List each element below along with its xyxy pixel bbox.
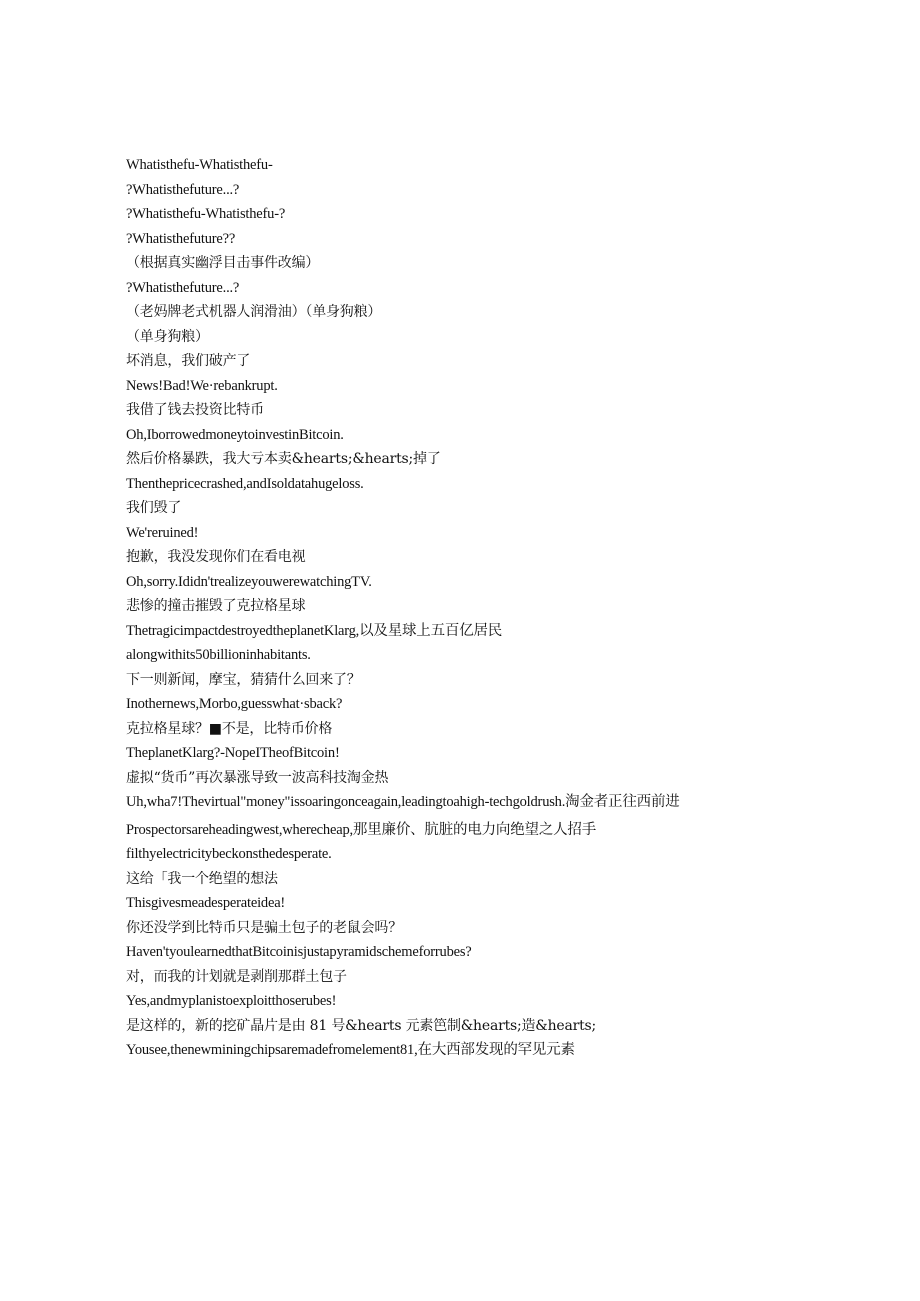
text-line: Prospectorsareheadingwest,wherecheap,那里廉价、肮脏的电力向绝望之人招手 (126, 821, 597, 838)
text-line: 对，而我的计划就是剥削那群土包子 (126, 968, 347, 985)
text-line: 克拉格星球？■不是，比特币价格 (126, 720, 333, 737)
text-line: 我借了钱去投资比特币 (126, 402, 264, 418)
text-line: （老妈牌老式机器人润滑油）（单身狗粮） (126, 304, 382, 320)
text-line: Thenthepricecrashed,andIsoldatahugeloss. (126, 475, 364, 492)
text-line: 然后价格暴跌，我大亏本卖&hearts;&hearts;掉了 (126, 451, 441, 467)
text-line: （根据真实幽浮目击事件改编） (126, 255, 320, 271)
text-line: 你还没学到比特币只是骗土包子的老鼠会吗？ (126, 919, 402, 936)
text-line: alongwithits50billioninhabitants. (126, 647, 311, 663)
text-line: 坏消息，我们破产了 (126, 353, 251, 369)
text-line: Inothernews,Morbo,guesswhat·sback? (126, 696, 343, 712)
text-line: Thisgivesmeadesperateidea! (126, 895, 286, 911)
text-line: Yousee,thenewminingchipsaremadefromelement81,在大西部发现的罕见元素 (126, 1042, 575, 1058)
text-line: 悲惨的撞击摧毁了克拉格星球 (126, 598, 306, 614)
text-line: Whatisthefu-Whatisthefu- (126, 157, 273, 173)
text-line: 这给「我一个绝望的想法 (126, 870, 278, 887)
text-line: ?Whatisthefu-Whatisthefu-? (126, 206, 286, 222)
text-line: ?Whatisthefuture...? (126, 181, 240, 198)
text-line: Oh,sorry.Ididn'trealizeyouwerewatchingTV. (126, 573, 372, 590)
text-line: Haven'tyoulearnedthatBitcoinisjustapyramidschemeforrubes? (126, 944, 472, 960)
document-page (126, 156, 786, 1066)
text-line: （单身狗粮） (126, 328, 209, 345)
text-line: 抱歉，我没发现你们在看电视 (126, 549, 306, 565)
text-line: Yes,andmyplanistoexploitthoserubes! (126, 993, 337, 1009)
text-line: filthyelectricitybeckonsthedesperate. (126, 846, 332, 862)
text-line: ?Whatisthefuture?? (126, 230, 236, 247)
text-line: Oh,IborrowedmoneytoinvestinBitcoin. (126, 426, 344, 443)
text-line: TheplanetKlarg?-NopeITheofBitcoin! (126, 745, 340, 761)
text-line: 下一则新闻，摩宝，猜猜什么回来了？ (126, 671, 361, 688)
text-line: ThetragicimpactdestroyedtheplanetKlarg,以及星球上五百亿居民 (126, 622, 503, 639)
text-line: 是这样的，新的挖矿晶片是由 81 号&hearts 元素笆制&hearts;造&hearts; (126, 1017, 597, 1034)
text-line: News!Bad!We·rebankrupt. (126, 377, 278, 394)
text-line: 我们毁了 (126, 500, 182, 516)
text-line: We'reruined! (126, 524, 199, 541)
text-line: 虚拟“货币”再次暴涨导致一波高科技淘金热 (126, 769, 389, 786)
text-line: Uh,wha7!Thevirtual"money"issoaringonceagain,leadingtoahigh-techgoldrush.淘金者正往西前进 (126, 794, 680, 810)
text-line: ?Whatisthefuture...? (126, 279, 240, 296)
